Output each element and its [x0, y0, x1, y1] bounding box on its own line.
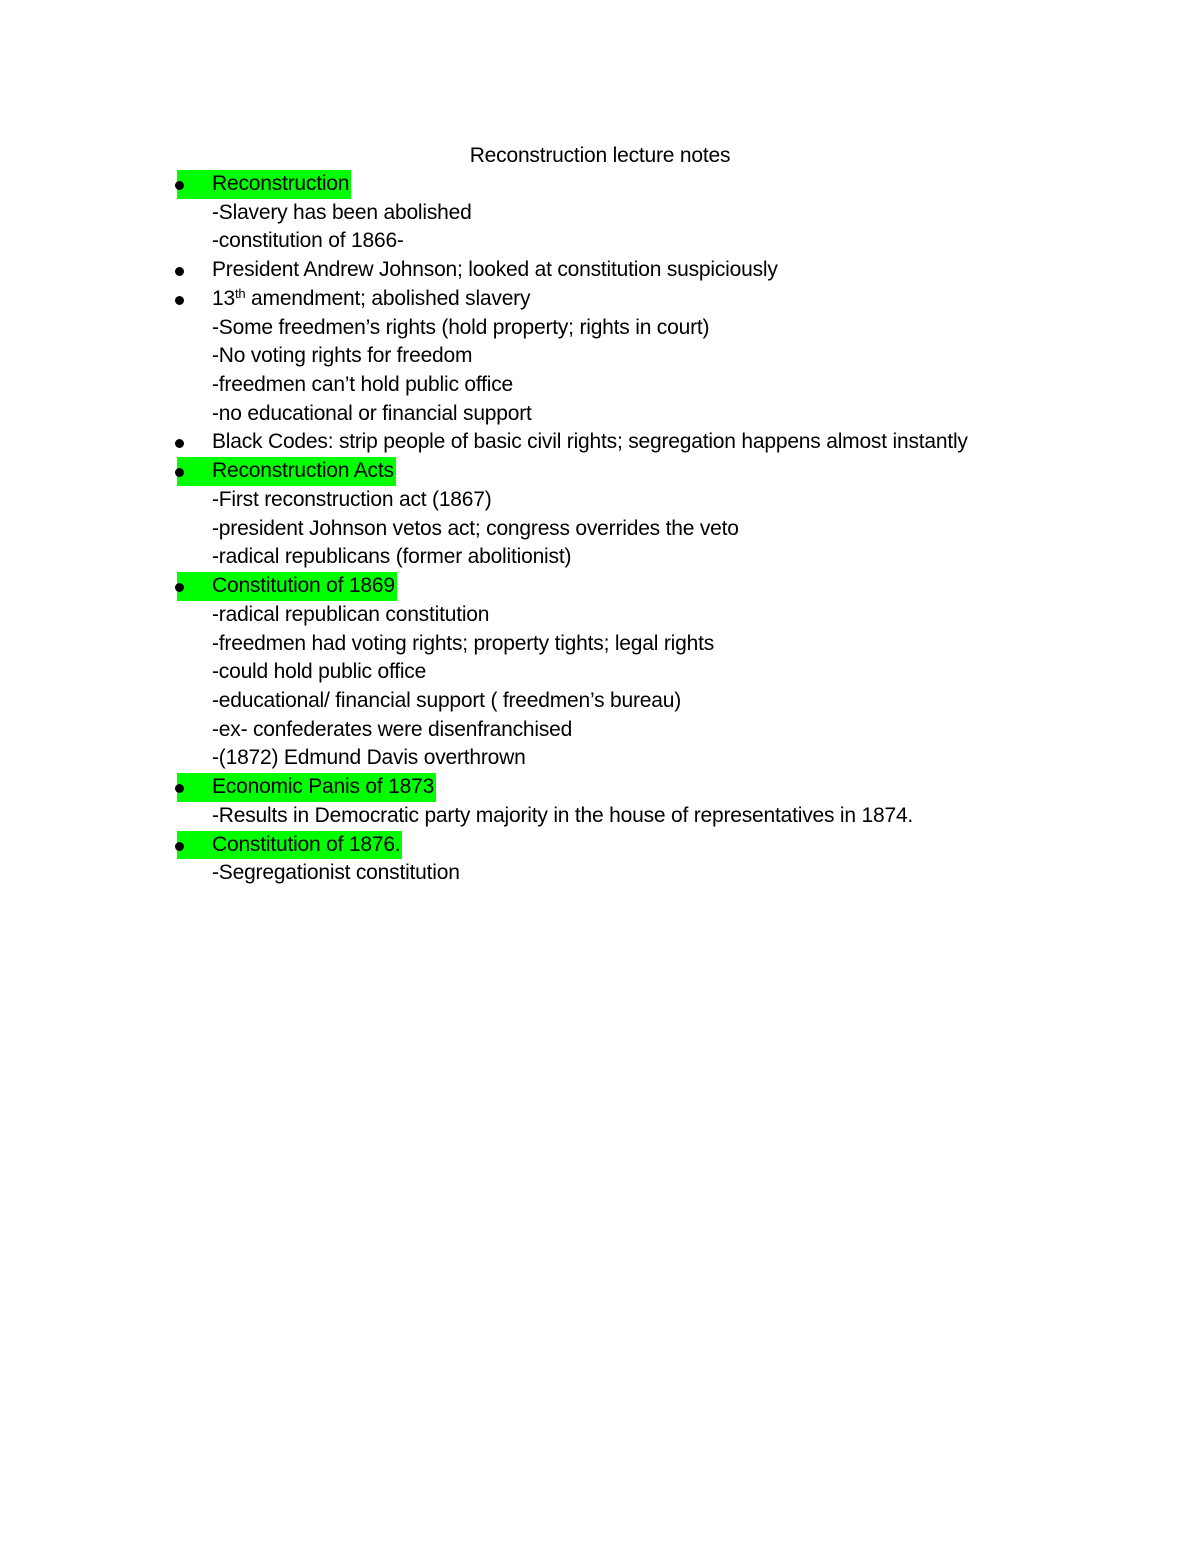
- sub-item: [0, 486, 1200, 515]
- sub-item: [0, 630, 1200, 659]
- line-text: -ex- confederates were disenfranchised: [212, 717, 573, 741]
- bullet-icon: [175, 296, 184, 305]
- line-text-after: amendment; abolished slavery: [245, 286, 531, 310]
- sub-item: [0, 687, 1200, 716]
- line-text: -could hold public office: [212, 660, 427, 684]
- line-text: Constitution of 1876.: [212, 832, 401, 856]
- line-text: Reconstruction Acts: [212, 459, 394, 483]
- bullet-item: [0, 170, 1200, 199]
- sub-item: [0, 859, 1200, 888]
- line-text: -No voting rights for freedom: [212, 344, 473, 368]
- line-text: Reconstruction: [212, 172, 350, 195]
- line-text: 13: [212, 286, 235, 310]
- sub-text: [212, 314, 709, 343]
- bullet-item: [0, 285, 1200, 314]
- bullet-text: [212, 428, 968, 457]
- sub-text: [212, 400, 532, 429]
- sub-text: [212, 199, 472, 228]
- line-text: -Segregationist constitution: [212, 861, 460, 885]
- sub-item: [0, 342, 1200, 371]
- bullet-icon: [175, 439, 184, 448]
- sub-item: [0, 199, 1200, 228]
- sub-item: [0, 744, 1200, 773]
- bullet-icon: [175, 468, 184, 477]
- sub-item: [0, 802, 1200, 831]
- sub-item: [0, 400, 1200, 429]
- bullet-text: [212, 256, 778, 285]
- highlight-mark: [177, 831, 402, 860]
- bullet-icon: [175, 181, 184, 190]
- bullet-text: [212, 572, 397, 601]
- highlight-mark: [177, 170, 351, 199]
- line-text: Black Codes: strip people of basic civil rights; segregation happens almost instantly: [212, 430, 968, 454]
- bullet-icon: [175, 842, 184, 851]
- sub-item: [0, 371, 1200, 400]
- sub-text: [212, 658, 426, 687]
- line-text: -(1872) Edmund Davis overthrown: [212, 746, 526, 770]
- sub-text: [212, 744, 526, 773]
- line-text: -president Johnson vetos act; congress overrides the veto: [212, 516, 739, 540]
- sub-text: [212, 342, 472, 371]
- line-text: -First reconstruction act (1867): [212, 487, 492, 511]
- sub-item: [0, 716, 1200, 745]
- highlight-mark: [177, 773, 436, 802]
- line-text: -freedmen had voting rights; property tights; legal rights: [212, 631, 714, 655]
- bullet-icon: [175, 784, 184, 793]
- sub-item: [0, 543, 1200, 572]
- line-text: -no educational or financial support: [212, 401, 532, 425]
- document-title: Reconstruction lecture notes: [469, 144, 731, 167]
- bullet-text: [212, 831, 402, 860]
- superscript-text: th: [234, 285, 246, 301]
- sub-text: [212, 515, 739, 544]
- sub-text: [212, 486, 492, 515]
- sub-text: [212, 630, 714, 659]
- line-text: -constitution of 1866-: [212, 229, 404, 253]
- line-text: -radical republicans (former abolitionist): [212, 545, 572, 569]
- sub-text: [212, 802, 913, 831]
- bullet-text: [212, 285, 530, 314]
- highlight-mark: [177, 572, 397, 601]
- highlight-mark: [177, 457, 396, 486]
- sub-text: [212, 716, 572, 745]
- line-text: Economic Panis of 1873: [212, 775, 435, 799]
- sub-text: [212, 859, 460, 888]
- sub-item: [0, 314, 1200, 343]
- bullet-icon: [175, 267, 184, 276]
- sub-item: [0, 658, 1200, 687]
- bullet-text: [212, 457, 396, 486]
- sub-item: [0, 601, 1200, 630]
- bullet-item: [0, 457, 1200, 486]
- line-text: Constitution of 1869: [212, 574, 395, 598]
- line-text: -Slavery has been abolished: [212, 200, 472, 224]
- sub-text: [212, 687, 681, 716]
- bullet-text: [212, 170, 351, 199]
- line-text: -freedmen can’t hold public office: [212, 373, 513, 397]
- line-text: -Some freedmen’s rights (hold property; rights in court): [212, 315, 710, 339]
- sub-text: [212, 371, 513, 400]
- bullet-text: [212, 773, 436, 802]
- line-text: -radical republican constitution: [212, 602, 490, 626]
- line-text: President Andrew Johnson; looked at constitution suspiciously: [212, 258, 778, 282]
- bullet-icon: [175, 583, 184, 592]
- notes-list: [0, 170, 1200, 888]
- bullet-item: [0, 572, 1200, 601]
- line-text: -Results in Democratic party majority in the house of representatives in 1874.: [212, 803, 914, 827]
- bullet-item: [0, 773, 1200, 802]
- line-text: -educational/ financial support ( freedmen’s bureau): [212, 688, 681, 712]
- sub-text: [212, 227, 404, 256]
- sub-item: [0, 515, 1200, 544]
- sub-text: [212, 601, 489, 630]
- sub-item: [0, 227, 1200, 256]
- bullet-item: [0, 831, 1200, 860]
- bullet-item: [0, 428, 1200, 457]
- sub-text: [212, 543, 571, 572]
- bullet-item: [0, 256, 1200, 285]
